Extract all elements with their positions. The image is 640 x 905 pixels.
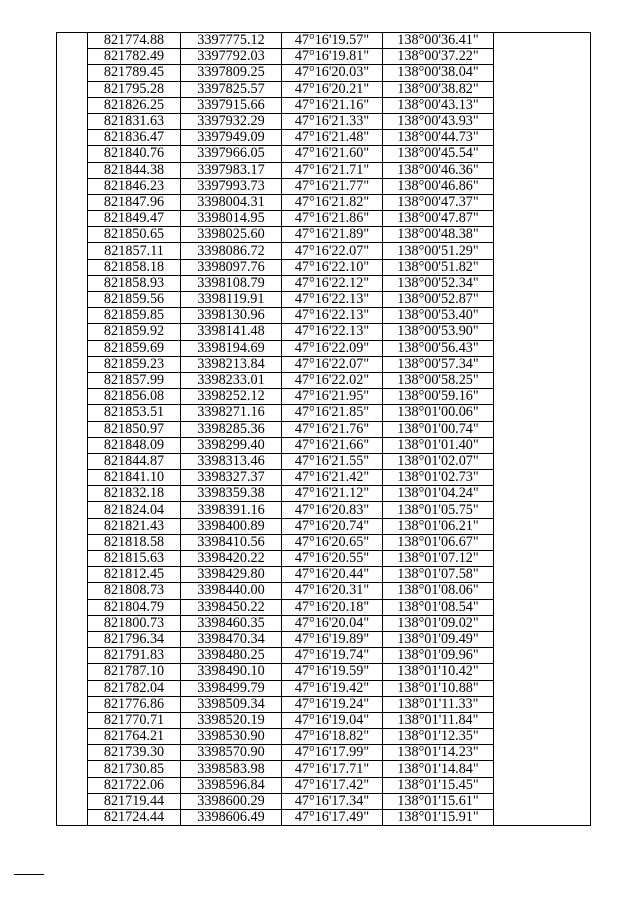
latitude-cell: 47°16'21.55" (282, 453, 383, 469)
longitude-cell: 138°00'44.73" (383, 130, 494, 146)
longitude-cell: 138°01'08.06" (383, 583, 494, 599)
longitude-cell: 138°01'07.12" (383, 551, 494, 567)
latitude-cell: 47°16'21.12" (282, 486, 383, 502)
longitude-cell: 138°01'15.91" (383, 810, 494, 826)
longitude-cell: 138°00'51.82" (383, 259, 494, 275)
longitude-cell: 138°00'52.34" (383, 275, 494, 291)
longitude-cell: 138°00'38.04" (383, 65, 494, 81)
y-coordinate-cell: 3398097.76 (181, 259, 282, 275)
longitude-cell: 138°01'12.35" (383, 729, 494, 745)
x-coordinate-cell: 821722.06 (88, 777, 181, 793)
latitude-cell: 47°16'21.85" (282, 405, 383, 421)
y-coordinate-cell: 3398440.00 (181, 583, 282, 599)
latitude-cell: 47°16'18.82" (282, 729, 383, 745)
x-coordinate-cell: 821815.63 (88, 551, 181, 567)
x-coordinate-cell: 821859.85 (88, 308, 181, 324)
y-coordinate-cell: 3398391.16 (181, 502, 282, 518)
table-row (57, 33, 591, 49)
x-coordinate-cell: 821848.09 (88, 437, 181, 453)
y-coordinate-cell: 3398583.98 (181, 761, 282, 777)
latitude-cell: 47°16'20.21" (282, 81, 383, 97)
y-coordinate-cell: 3398596.84 (181, 777, 282, 793)
x-coordinate-cell: 821796.34 (88, 631, 181, 647)
x-coordinate-cell: 821858.93 (88, 275, 181, 291)
x-coordinate-cell: 821850.65 (88, 227, 181, 243)
longitude-cell: 138°01'09.49" (383, 631, 494, 647)
latitude-cell: 47°16'21.60" (282, 146, 383, 162)
y-coordinate-cell: 3398194.69 (181, 340, 282, 356)
y-coordinate-cell: 3397775.12 (181, 33, 282, 49)
latitude-cell: 47°16'22.12" (282, 275, 383, 291)
y-coordinate-cell: 3397792.03 (181, 49, 282, 65)
longitude-cell: 138°01'07.58" (383, 567, 494, 583)
longitude-cell: 138°00'48.38" (383, 227, 494, 243)
longitude-cell: 138°00'47.37" (383, 194, 494, 210)
x-coordinate-cell: 821812.45 (88, 567, 181, 583)
latitude-cell: 47°16'21.76" (282, 421, 383, 437)
y-coordinate-cell: 3398600.29 (181, 793, 282, 809)
latitude-cell: 47°16'20.83" (282, 502, 383, 518)
y-coordinate-cell: 3398499.79 (181, 680, 282, 696)
x-coordinate-cell: 821844.38 (88, 162, 181, 178)
y-coordinate-cell: 3398509.34 (181, 696, 282, 712)
longitude-cell: 138°01'05.75" (383, 502, 494, 518)
latitude-cell: 47°16'22.13" (282, 292, 383, 308)
y-coordinate-cell: 3398299.40 (181, 437, 282, 453)
x-coordinate-cell: 821808.73 (88, 583, 181, 599)
y-coordinate-cell: 3398108.79 (181, 275, 282, 291)
x-coordinate-cell: 821847.96 (88, 194, 181, 210)
x-coordinate-cell: 821856.08 (88, 389, 181, 405)
y-coordinate-cell: 3398313.46 (181, 453, 282, 469)
y-coordinate-cell: 3398470.34 (181, 631, 282, 647)
x-coordinate-cell: 821850.97 (88, 421, 181, 437)
y-coordinate-cell: 3397932.29 (181, 113, 282, 129)
latitude-cell: 47°16'22.10" (282, 259, 383, 275)
longitude-cell: 138°00'47.87" (383, 211, 494, 227)
longitude-cell: 138°01'09.02" (383, 615, 494, 631)
latitude-cell: 47°16'21.33" (282, 113, 383, 129)
y-coordinate-cell: 3398233.01 (181, 372, 282, 388)
y-coordinate-cell: 3398359.38 (181, 486, 282, 502)
y-coordinate-cell: 3398530.90 (181, 729, 282, 745)
latitude-cell: 47°16'19.24" (282, 696, 383, 712)
longitude-cell: 138°00'58.25" (383, 372, 494, 388)
y-coordinate-cell: 3397915.66 (181, 97, 282, 113)
x-coordinate-cell: 821800.73 (88, 615, 181, 631)
y-coordinate-cell: 3397983.17 (181, 162, 282, 178)
x-coordinate-cell: 821826.25 (88, 97, 181, 113)
longitude-cell: 138°01'01.40" (383, 437, 494, 453)
latitude-cell: 47°16'20.65" (282, 534, 383, 550)
y-coordinate-cell: 3398086.72 (181, 243, 282, 259)
latitude-cell: 47°16'19.42" (282, 680, 383, 696)
longitude-cell: 138°00'36.41" (383, 33, 494, 49)
y-coordinate-cell: 3398480.25 (181, 648, 282, 664)
latitude-cell: 47°16'21.66" (282, 437, 383, 453)
y-coordinate-cell: 3398004.31 (181, 194, 282, 210)
coordinates-table (56, 32, 591, 826)
x-coordinate-cell: 821782.49 (88, 49, 181, 65)
latitude-cell: 47°16'21.86" (282, 211, 383, 227)
x-coordinate-cell: 821764.21 (88, 729, 181, 745)
latitude-cell: 47°16'20.55" (282, 551, 383, 567)
latitude-cell: 47°16'22.09" (282, 340, 383, 356)
y-coordinate-cell: 3397949.09 (181, 130, 282, 146)
y-coordinate-cell: 3398606.49 (181, 810, 282, 826)
longitude-cell: 138°01'02.73" (383, 470, 494, 486)
latitude-cell: 47°16'21.42" (282, 470, 383, 486)
x-coordinate-cell: 821859.56 (88, 292, 181, 308)
longitude-cell: 138°00'43.13" (383, 97, 494, 113)
y-coordinate-cell: 3398014.95 (181, 211, 282, 227)
latitude-cell: 47°16'21.89" (282, 227, 383, 243)
y-coordinate-cell: 3398490.10 (181, 664, 282, 680)
y-coordinate-cell: 3398420.22 (181, 551, 282, 567)
latitude-cell: 47°16'20.18" (282, 599, 383, 615)
longitude-cell: 138°01'11.33" (383, 696, 494, 712)
latitude-cell: 47°16'21.48" (282, 130, 383, 146)
longitude-cell: 138°01'02.07" (383, 453, 494, 469)
latitude-cell: 47°16'20.03" (282, 65, 383, 81)
longitude-cell: 138°01'06.21" (383, 518, 494, 534)
x-coordinate-cell: 821774.88 (88, 33, 181, 49)
y-coordinate-cell: 3398119.91 (181, 292, 282, 308)
x-coordinate-cell: 821791.83 (88, 648, 181, 664)
y-coordinate-cell: 3397825.57 (181, 81, 282, 97)
x-coordinate-cell: 821730.85 (88, 761, 181, 777)
x-coordinate-cell: 821724.44 (88, 810, 181, 826)
longitude-cell: 138°00'51.29" (383, 243, 494, 259)
x-coordinate-cell: 821804.79 (88, 599, 181, 615)
latitude-cell: 47°16'21.16" (282, 97, 383, 113)
longitude-cell: 138°01'11.84" (383, 712, 494, 728)
x-coordinate-cell: 821824.04 (88, 502, 181, 518)
x-coordinate-cell: 821840.76 (88, 146, 181, 162)
y-coordinate-cell: 3398327.37 (181, 470, 282, 486)
longitude-cell: 138°01'14.84" (383, 761, 494, 777)
x-coordinate-cell: 821859.23 (88, 356, 181, 372)
notes-column (494, 33, 591, 826)
x-coordinate-cell: 821841.10 (88, 470, 181, 486)
longitude-cell: 138°01'06.67" (383, 534, 494, 550)
longitude-cell: 138°00'56.43" (383, 340, 494, 356)
y-coordinate-cell: 3398410.56 (181, 534, 282, 550)
longitude-cell: 138°01'10.88" (383, 680, 494, 696)
longitude-cell: 138°01'04.24" (383, 486, 494, 502)
x-coordinate-cell: 821795.28 (88, 81, 181, 97)
longitude-cell: 138°01'00.06" (383, 405, 494, 421)
longitude-cell: 138°00'45.54" (383, 146, 494, 162)
x-coordinate-cell: 821789.45 (88, 65, 181, 81)
latitude-cell: 47°16'19.59" (282, 664, 383, 680)
longitude-cell: 138°00'37.22" (383, 49, 494, 65)
x-coordinate-cell: 821859.92 (88, 324, 181, 340)
x-coordinate-cell: 821836.47 (88, 130, 181, 146)
x-coordinate-cell: 821857.99 (88, 372, 181, 388)
longitude-cell: 138°00'57.34" (383, 356, 494, 372)
longitude-cell: 138°00'43.93" (383, 113, 494, 129)
longitude-cell: 138°01'08.54" (383, 599, 494, 615)
longitude-cell: 138°01'15.45" (383, 777, 494, 793)
longitude-cell: 138°00'59.16" (383, 389, 494, 405)
latitude-cell: 47°16'19.81" (282, 49, 383, 65)
latitude-cell: 47°16'19.74" (282, 648, 383, 664)
latitude-cell: 47°16'22.07" (282, 243, 383, 259)
y-coordinate-cell: 3398252.12 (181, 389, 282, 405)
coordinates-table-body (57, 33, 591, 826)
y-coordinate-cell: 3398213.84 (181, 356, 282, 372)
latitude-cell: 47°16'21.71" (282, 162, 383, 178)
longitude-cell: 138°00'52.87" (383, 292, 494, 308)
latitude-cell: 47°16'20.31" (282, 583, 383, 599)
longitude-cell: 138°00'53.40" (383, 308, 494, 324)
latitude-cell: 47°16'17.71" (282, 761, 383, 777)
y-coordinate-cell: 3397993.73 (181, 178, 282, 194)
y-coordinate-cell: 3398271.16 (181, 405, 282, 421)
latitude-cell: 47°16'22.13" (282, 324, 383, 340)
longitude-cell: 138°00'38.82" (383, 81, 494, 97)
latitude-cell: 47°16'22.13" (282, 308, 383, 324)
latitude-cell: 47°16'17.34" (282, 793, 383, 809)
longitude-cell: 138°00'46.36" (383, 162, 494, 178)
x-coordinate-cell: 821831.63 (88, 113, 181, 129)
y-coordinate-cell: 3398450.22 (181, 599, 282, 615)
footnote-rule (14, 874, 44, 875)
latitude-cell: 47°16'20.04" (282, 615, 383, 631)
y-coordinate-cell: 3397809.25 (181, 65, 282, 81)
latitude-cell: 47°16'17.42" (282, 777, 383, 793)
latitude-cell: 47°16'17.49" (282, 810, 383, 826)
x-coordinate-cell: 821782.04 (88, 680, 181, 696)
longitude-cell: 138°00'53.90" (383, 324, 494, 340)
latitude-cell: 47°16'20.74" (282, 518, 383, 534)
y-coordinate-cell: 3398285.36 (181, 421, 282, 437)
x-coordinate-cell: 821859.69 (88, 340, 181, 356)
y-coordinate-cell: 3397966.05 (181, 146, 282, 162)
longitude-cell: 138°01'09.96" (383, 648, 494, 664)
x-coordinate-cell: 821818.58 (88, 534, 181, 550)
latitude-cell: 47°16'21.77" (282, 178, 383, 194)
x-coordinate-cell: 821787.10 (88, 664, 181, 680)
x-coordinate-cell: 821719.44 (88, 793, 181, 809)
latitude-cell: 47°16'22.02" (282, 372, 383, 388)
x-coordinate-cell: 821858.18 (88, 259, 181, 275)
x-coordinate-cell: 821770.71 (88, 712, 181, 728)
y-coordinate-cell: 3398025.60 (181, 227, 282, 243)
x-coordinate-cell: 821832.18 (88, 486, 181, 502)
x-coordinate-cell: 821849.47 (88, 211, 181, 227)
longitude-cell: 138°01'14.23" (383, 745, 494, 761)
longitude-cell: 138°01'15.61" (383, 793, 494, 809)
y-coordinate-cell: 3398130.96 (181, 308, 282, 324)
y-coordinate-cell: 3398141.48 (181, 324, 282, 340)
y-coordinate-cell: 3398520.19 (181, 712, 282, 728)
latitude-cell: 47°16'20.44" (282, 567, 383, 583)
latitude-cell: 47°16'19.57" (282, 33, 383, 49)
longitude-cell: 138°01'10.42" (383, 664, 494, 680)
longitude-cell: 138°01'00.74" (383, 421, 494, 437)
x-coordinate-cell: 821853.51 (88, 405, 181, 421)
latitude-cell: 47°16'22.07" (282, 356, 383, 372)
latitude-cell: 47°16'19.89" (282, 631, 383, 647)
x-coordinate-cell: 821844.87 (88, 453, 181, 469)
x-coordinate-cell: 821857.11 (88, 243, 181, 259)
y-coordinate-cell: 3398460.35 (181, 615, 282, 631)
x-coordinate-cell: 821739.30 (88, 745, 181, 761)
y-coordinate-cell: 3398400.89 (181, 518, 282, 534)
x-coordinate-cell: 821776.86 (88, 696, 181, 712)
x-coordinate-cell: 821846.23 (88, 178, 181, 194)
latitude-cell: 47°16'21.95" (282, 389, 383, 405)
x-coordinate-cell: 821821.43 (88, 518, 181, 534)
row-number-column (57, 33, 88, 826)
latitude-cell: 47°16'21.82" (282, 194, 383, 210)
longitude-cell: 138°00'46.86" (383, 178, 494, 194)
y-coordinate-cell: 3398570.90 (181, 745, 282, 761)
y-coordinate-cell: 3398429.80 (181, 567, 282, 583)
latitude-cell: 47°16'19.04" (282, 712, 383, 728)
latitude-cell: 47°16'17.99" (282, 745, 383, 761)
